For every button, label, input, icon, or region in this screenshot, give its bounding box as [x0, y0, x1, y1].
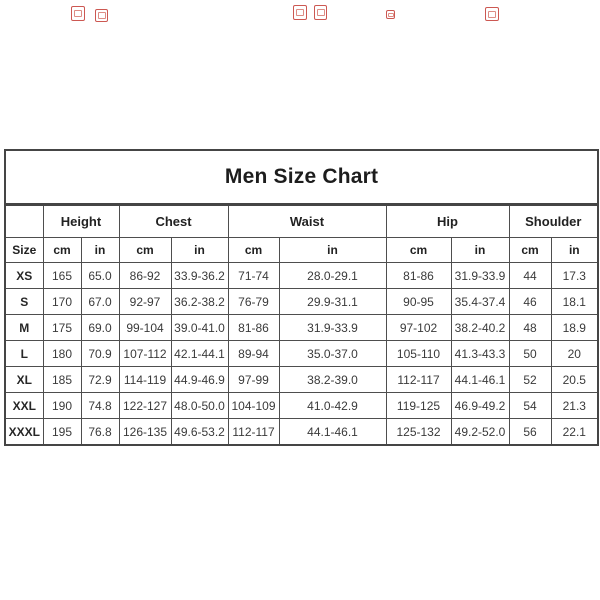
table-cell: 81-86 [386, 263, 451, 289]
table-row [5, 263, 598, 289]
men-size-chart-table [4, 149, 599, 446]
subheader-unit: cm [509, 238, 551, 263]
table-row [5, 289, 598, 315]
table-cell: 69.0 [81, 315, 119, 341]
table-cell: 56 [509, 419, 551, 446]
subheader-unit: in [81, 238, 119, 263]
table-cell: 46.9-49.2 [451, 393, 509, 419]
table-cell: 49.6-53.2 [171, 419, 228, 446]
table-cell: 99-104 [119, 315, 171, 341]
broken-image-icon [293, 5, 307, 20]
group-header-chest: Chest [119, 205, 228, 238]
table-cell: 41.3-43.3 [451, 341, 509, 367]
table-cell: 18.9 [551, 315, 598, 341]
table-cell: 89-94 [228, 341, 279, 367]
broken-image-icon [95, 9, 108, 22]
group-header-shoulder: Shoulder [509, 205, 598, 238]
table-cell: 74.8 [81, 393, 119, 419]
table-cell: 122-127 [119, 393, 171, 419]
broken-image-icon [71, 6, 85, 21]
table-cell: 112-117 [228, 419, 279, 446]
table-cell: 28.0-29.1 [279, 263, 386, 289]
broken-image-icon [314, 5, 327, 20]
table-cell: 48 [509, 315, 551, 341]
table-cell: 29.9-31.1 [279, 289, 386, 315]
table-cell: 46 [509, 289, 551, 315]
table-cell: 119-125 [386, 393, 451, 419]
table-cell: 97-102 [386, 315, 451, 341]
table-cell: 104-109 [228, 393, 279, 419]
subheader-unit: cm [119, 238, 171, 263]
table-cell: 72.9 [81, 367, 119, 393]
table-cell: 35.0-37.0 [279, 341, 386, 367]
table-cell: 190 [43, 393, 81, 419]
table-cell: 165 [43, 263, 81, 289]
table-cell: 31.9-33.9 [451, 263, 509, 289]
table-cell: 36.2-38.2 [171, 289, 228, 315]
subheader-unit: in [451, 238, 509, 263]
table-cell: 20 [551, 341, 598, 367]
table-cell: 195 [43, 419, 81, 446]
table-row [5, 393, 598, 419]
table-cell: 81-86 [228, 315, 279, 341]
table-cell: 180 [43, 341, 81, 367]
subheader-unit: in [551, 238, 598, 263]
table-cell: 54 [509, 393, 551, 419]
group-header-waist: Waist [228, 205, 386, 238]
subheader-unit: cm [228, 238, 279, 263]
size-cell: XXL [5, 393, 43, 419]
table-cell: 97-99 [228, 367, 279, 393]
table-cell: 114-119 [119, 367, 171, 393]
table-row [5, 315, 598, 341]
table-cell: 35.4-37.4 [451, 289, 509, 315]
table-title: Men Size Chart [5, 150, 598, 205]
table-cell: 33.9-36.2 [171, 263, 228, 289]
table-cell: 105-110 [386, 341, 451, 367]
table-cell: 112-117 [386, 367, 451, 393]
table-group-header-row [5, 205, 598, 238]
size-cell: M [5, 315, 43, 341]
table-row [5, 341, 598, 367]
group-header-empty [5, 205, 43, 238]
broken-image-icon [386, 10, 395, 19]
table-cell: 76.8 [81, 419, 119, 446]
size-cell: L [5, 341, 43, 367]
table-cell: 38.2-40.2 [451, 315, 509, 341]
table-subheader-row [5, 238, 598, 263]
table-cell: 76-79 [228, 289, 279, 315]
subheader-unit: cm [43, 238, 81, 263]
table-row [5, 367, 598, 393]
size-cell: XXXL [5, 419, 43, 446]
table-cell: 50 [509, 341, 551, 367]
table-cell: 70.9 [81, 341, 119, 367]
group-header-hip: Hip [386, 205, 509, 238]
subheader-unit: in [279, 238, 386, 263]
table-cell: 22.1 [551, 419, 598, 446]
table-cell: 49.2-52.0 [451, 419, 509, 446]
table-cell: 17.3 [551, 263, 598, 289]
subheader-size: Size [5, 238, 43, 263]
group-header-height: Height [43, 205, 119, 238]
table-cell: 39.0-41.0 [171, 315, 228, 341]
table-cell: 44.1-46.1 [451, 367, 509, 393]
table-cell: 92-97 [119, 289, 171, 315]
table-cell: 71-74 [228, 263, 279, 289]
table-cell: 125-132 [386, 419, 451, 446]
size-cell: S [5, 289, 43, 315]
broken-image-icon [485, 7, 499, 21]
table-cell: 185 [43, 367, 81, 393]
table-cell: 170 [43, 289, 81, 315]
table-cell: 86-92 [119, 263, 171, 289]
table-cell: 21.3 [551, 393, 598, 419]
subheader-unit: cm [386, 238, 451, 263]
table-cell: 41.0-42.9 [279, 393, 386, 419]
table-cell: 107-112 [119, 341, 171, 367]
table-cell: 90-95 [386, 289, 451, 315]
table-cell: 48.0-50.0 [171, 393, 228, 419]
table-cell: 175 [43, 315, 81, 341]
size-cell: XL [5, 367, 43, 393]
table-cell: 38.2-39.0 [279, 367, 386, 393]
table-cell: 44.9-46.9 [171, 367, 228, 393]
table-cell: 31.9-33.9 [279, 315, 386, 341]
table-row [5, 419, 598, 446]
table-cell: 20.5 [551, 367, 598, 393]
table-cell: 65.0 [81, 263, 119, 289]
size-cell: XS [5, 263, 43, 289]
table-cell: 126-135 [119, 419, 171, 446]
table-cell: 52 [509, 367, 551, 393]
table-cell: 18.1 [551, 289, 598, 315]
subheader-unit: in [171, 238, 228, 263]
table-cell: 44 [509, 263, 551, 289]
table-title-row [5, 150, 598, 205]
table-cell: 44.1-46.1 [279, 419, 386, 446]
table-cell: 42.1-44.1 [171, 341, 228, 367]
table-cell: 67.0 [81, 289, 119, 315]
